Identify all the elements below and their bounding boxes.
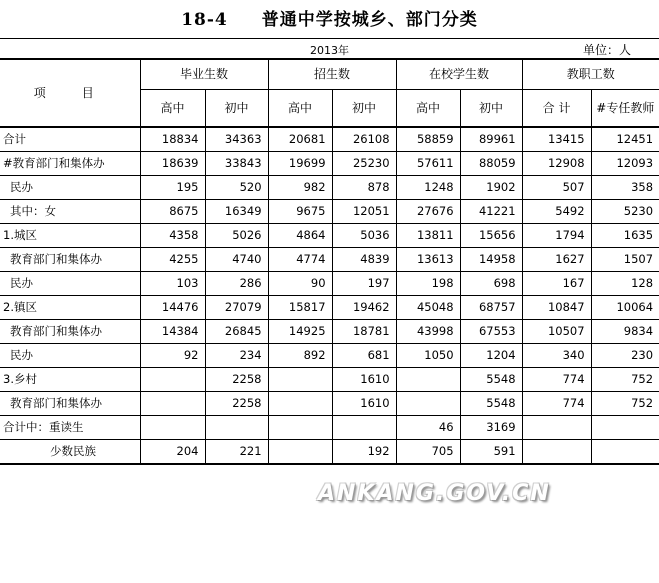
table-cell: 19699: [268, 152, 332, 176]
table-cell: 358: [591, 176, 659, 200]
table-cell: 13613: [396, 248, 460, 272]
table-cell: 57611: [396, 152, 460, 176]
unit-label: 单位：人: [582, 43, 631, 57]
table-cell: 27079: [205, 296, 268, 320]
row-label: 3.乡村: [0, 368, 140, 392]
table-cell: 234: [205, 344, 268, 368]
table-cell: 8675: [140, 200, 205, 224]
table-row: [0, 296, 659, 320]
table-cell: [332, 416, 396, 440]
table-cell: 221: [205, 440, 268, 465]
header-enrollment: 招生数: [268, 59, 396, 90]
year-label: 2013年: [310, 44, 349, 57]
table-cell: 18639: [140, 152, 205, 176]
row-label: 合计中：重读生: [0, 416, 140, 440]
row-label: 教育部门和集体办: [0, 320, 140, 344]
table-cell: 12051: [332, 200, 396, 224]
table-cell: 43998: [396, 320, 460, 344]
table-cell: 204: [140, 440, 205, 465]
table-cell: 1635: [591, 224, 659, 248]
table-cell: 18834: [140, 127, 205, 152]
table-cell: 752: [591, 392, 659, 416]
table-cell: 197: [332, 272, 396, 296]
header-row-groups: [0, 59, 659, 90]
table-cell: 15817: [268, 296, 332, 320]
table-row: [0, 368, 659, 392]
header-sub: 高中: [268, 90, 332, 128]
table-cell: 195: [140, 176, 205, 200]
table-row: [0, 200, 659, 224]
table-cell: [522, 440, 591, 465]
row-label: 其中：女: [0, 200, 140, 224]
table-cell: 10507: [522, 320, 591, 344]
table-cell: [268, 392, 332, 416]
header-graduates: 毕业生数: [140, 59, 268, 90]
row-label: #教育部门和集体办: [0, 152, 140, 176]
table-cell: 1610: [332, 368, 396, 392]
table-cell: 3169: [460, 416, 522, 440]
table-cell: 68757: [460, 296, 522, 320]
header-staff: 教职工数: [522, 59, 659, 90]
table-row: [0, 224, 659, 248]
table-cell: 2258: [205, 392, 268, 416]
table-cell: 878: [332, 176, 396, 200]
table-cell: 14958: [460, 248, 522, 272]
table-cell: 1248: [396, 176, 460, 200]
table-cell: [140, 368, 205, 392]
table-cell: 4864: [268, 224, 332, 248]
header-sub: 高中: [396, 90, 460, 128]
table-cell: 167: [522, 272, 591, 296]
table-cell: 1610: [332, 392, 396, 416]
table-cell: [268, 368, 332, 392]
table-cell: 41221: [460, 200, 522, 224]
table-number: 18-4: [181, 10, 228, 30]
header-sub: #专任教师: [591, 90, 659, 128]
table-cell: 5548: [460, 392, 522, 416]
table-cell: 4255: [140, 248, 205, 272]
table-row: [0, 272, 659, 296]
table-cell: 774: [522, 368, 591, 392]
header-item: 项 目: [0, 59, 140, 127]
header-sub: 初中: [205, 90, 268, 128]
table-cell: 27676: [396, 200, 460, 224]
table-row: [0, 152, 659, 176]
row-label: 合计: [0, 127, 140, 152]
table-cell: 18781: [332, 320, 396, 344]
table-cell: [268, 416, 332, 440]
table-cell: 591: [460, 440, 522, 465]
table-cell: 14384: [140, 320, 205, 344]
table-row: [0, 248, 659, 272]
table-cell: [591, 416, 659, 440]
table-cell: 4358: [140, 224, 205, 248]
table-cell: 26108: [332, 127, 396, 152]
table-cell: [140, 392, 205, 416]
table-cell: 26845: [205, 320, 268, 344]
table-row: [0, 416, 659, 440]
table-cell: 90: [268, 272, 332, 296]
table-cell: [591, 440, 659, 465]
statistics-table: [0, 58, 659, 465]
row-label: 民办: [0, 272, 140, 296]
table-cell: 12908: [522, 152, 591, 176]
table-cell: 5026: [205, 224, 268, 248]
table-cell: 507: [522, 176, 591, 200]
table-row: [0, 127, 659, 152]
table-cell: 4839: [332, 248, 396, 272]
row-label: 少数民族: [0, 440, 140, 465]
table-cell: 5548: [460, 368, 522, 392]
table-cell: 12451: [591, 127, 659, 152]
table-cell: 4740: [205, 248, 268, 272]
table-cell: 1627: [522, 248, 591, 272]
table-row: [0, 440, 659, 465]
table-cell: 1507: [591, 248, 659, 272]
table-cell: 9834: [591, 320, 659, 344]
table-cell: 25230: [332, 152, 396, 176]
table-cell: 14476: [140, 296, 205, 320]
table-cell: 10064: [591, 296, 659, 320]
header-sub: 高中: [140, 90, 205, 128]
table-cell: 192: [332, 440, 396, 465]
table-cell: 33843: [205, 152, 268, 176]
table-cell: 14925: [268, 320, 332, 344]
table-cell: 58859: [396, 127, 460, 152]
table-cell: [140, 416, 205, 440]
row-label: 1.城区: [0, 224, 140, 248]
table-cell: 982: [268, 176, 332, 200]
table-cell: 16349: [205, 200, 268, 224]
table-row: [0, 320, 659, 344]
table-cell: 88059: [460, 152, 522, 176]
table-cell: 19462: [332, 296, 396, 320]
row-label: 教育部门和集体办: [0, 392, 140, 416]
table-cell: 34363: [205, 127, 268, 152]
site-watermark: ANKANG.GOV.CN: [318, 481, 551, 506]
table-cell: 1794: [522, 224, 591, 248]
table-cell: 67553: [460, 320, 522, 344]
table-row: [0, 392, 659, 416]
table-cell: 4774: [268, 248, 332, 272]
table-cell: 13415: [522, 127, 591, 152]
table-cell: 5492: [522, 200, 591, 224]
row-label: 教育部门和集体办: [0, 248, 140, 272]
table-cell: 2258: [205, 368, 268, 392]
table-cell: 1204: [460, 344, 522, 368]
table-cell: 45048: [396, 296, 460, 320]
header-sub: 初中: [332, 90, 396, 128]
table-cell: [396, 392, 460, 416]
table-cell: 89961: [460, 127, 522, 152]
table-cell: 1902: [460, 176, 522, 200]
table-cell: 520: [205, 176, 268, 200]
row-label: 民办: [0, 344, 140, 368]
table-title: [0, 4, 659, 36]
table-cell: 5230: [591, 200, 659, 224]
table-cell: 340: [522, 344, 591, 368]
table-row: [0, 176, 659, 200]
table-cell: 5036: [332, 224, 396, 248]
table-cell: [522, 416, 591, 440]
table-cell: 10847: [522, 296, 591, 320]
table-cell: 198: [396, 272, 460, 296]
table-cell: 681: [332, 344, 396, 368]
table-cell: 752: [591, 368, 659, 392]
header-students: 在校学生数: [396, 59, 522, 90]
table-cell: 1050: [396, 344, 460, 368]
table-cell: 46: [396, 416, 460, 440]
table-cell: 128: [591, 272, 659, 296]
table-cell: 20681: [268, 127, 332, 152]
header-sub: 合 计: [522, 90, 591, 128]
row-label: 民办: [0, 176, 140, 200]
table-cell: 13811: [396, 224, 460, 248]
subtitle-row: [0, 38, 659, 59]
table-cell: 698: [460, 272, 522, 296]
table-cell: [268, 440, 332, 465]
row-label: 2.镇区: [0, 296, 140, 320]
table-cell: 705: [396, 440, 460, 465]
table-title-text: 普通中学按城乡、部门分类: [261, 10, 478, 30]
table-row: [0, 344, 659, 368]
table-cell: 230: [591, 344, 659, 368]
table-cell: 15656: [460, 224, 522, 248]
table-cell: 103: [140, 272, 205, 296]
table-cell: 892: [268, 344, 332, 368]
table-cell: [396, 368, 460, 392]
header-sub: 初中: [460, 90, 522, 128]
table-cell: 9675: [268, 200, 332, 224]
table-cell: [205, 416, 268, 440]
table-cell: 92: [140, 344, 205, 368]
table-cell: 286: [205, 272, 268, 296]
table-cell: 774: [522, 392, 591, 416]
table-cell: 12093: [591, 152, 659, 176]
